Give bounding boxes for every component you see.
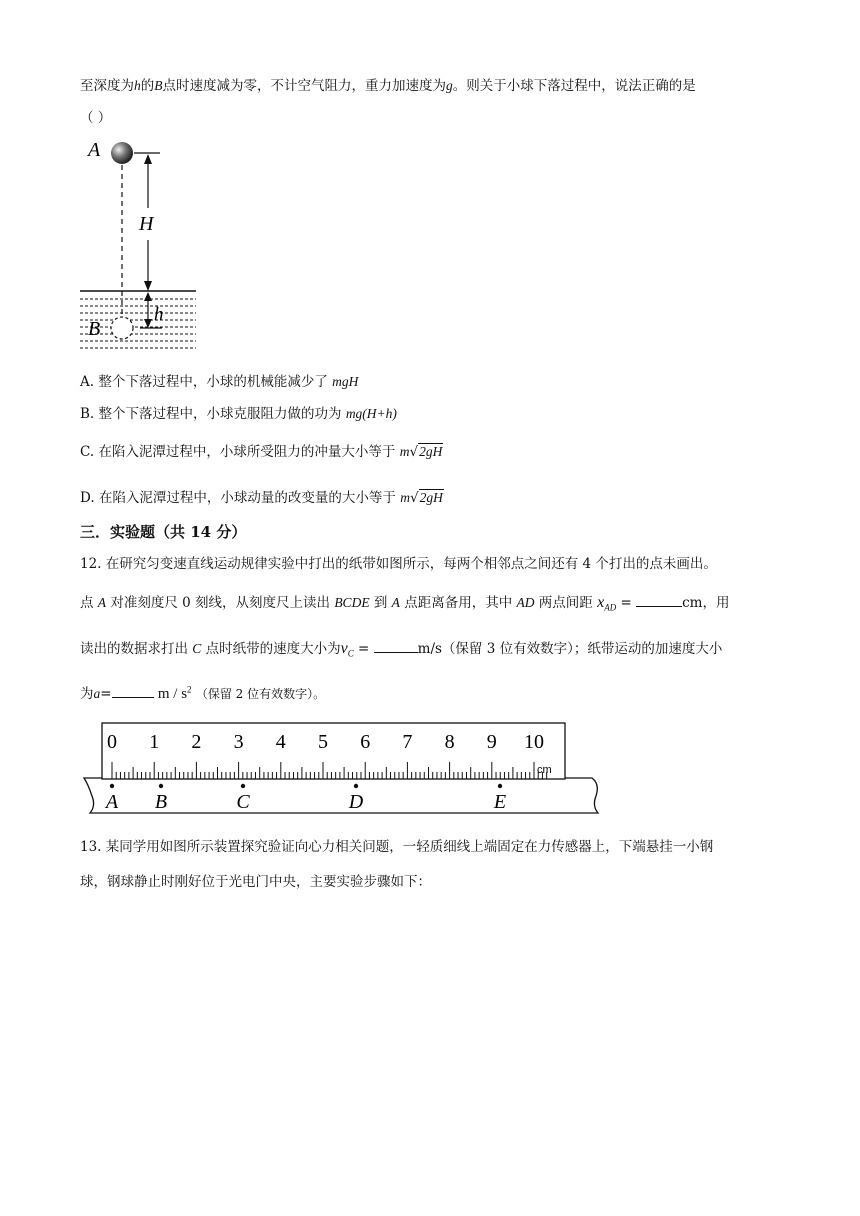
ruler-unit: cm bbox=[537, 764, 552, 776]
q12-line-4: 为$a= m / s^2$ （保留 2 位有效数字）。 bbox=[80, 684, 326, 702]
q12-line-2: 点 A 对准刻度尺 0 刻线，从刻度尺上读出 BCDE 到 A 点距离备用，其中 AD 两点间距 $x_{AD}$ = cm，用 bbox=[80, 594, 730, 613]
ruler-number: 6 bbox=[360, 731, 371, 753]
q11-stem-line: 至深度为h的B点时速度减为零，不计空气阻力，重力加速度为g。则关于小球下落过程中，说法正确的是 bbox=[80, 78, 696, 94]
ruler-number: 9 bbox=[486, 731, 497, 753]
label-H: H bbox=[139, 213, 154, 235]
tape-dot bbox=[110, 784, 114, 788]
blank-xAD[interactable] bbox=[636, 606, 682, 607]
option-D: D. 在陷入泥潭过程中，小球动量的改变量的大小等于 m√2gH bbox=[80, 490, 443, 506]
ruler-number: 7 bbox=[402, 731, 413, 753]
option-A: A. 整个下落过程中，小球的机械能减少了 mgH bbox=[80, 374, 359, 390]
label-A: A bbox=[88, 139, 101, 161]
tape-dot bbox=[498, 784, 502, 788]
ruler-number: 0 bbox=[107, 731, 117, 753]
q12-line-1: 12. 在研究匀变速直线运动规律实验中打出的纸带如图所示，每两个相邻点之间还有 4 个打出的点未画出。 bbox=[80, 556, 717, 572]
ball-at-B bbox=[111, 317, 133, 339]
option-B: B. 整个下落过程中，小球克服阻力做的功为 mg(H+h) bbox=[80, 406, 397, 422]
blank-vC[interactable] bbox=[374, 652, 418, 653]
sqrt-sign: √2gH bbox=[409, 490, 443, 506]
H-arrowhead-down bbox=[144, 281, 152, 291]
tape-dot bbox=[241, 784, 245, 788]
tape-point-label: E bbox=[493, 791, 507, 813]
ruler-number: 2 bbox=[191, 731, 202, 753]
section-heading: 三．实验题（共 14 分） bbox=[80, 523, 247, 541]
ruler-number: 8 bbox=[444, 731, 455, 753]
H-arrowhead-up bbox=[144, 154, 152, 164]
tape-dot bbox=[354, 784, 358, 788]
q11-answer-paren: （ ） bbox=[80, 110, 112, 126]
ruler-number: 4 bbox=[275, 731, 286, 753]
tape-point-label: C bbox=[236, 791, 250, 813]
ball bbox=[111, 142, 133, 164]
label-h: h bbox=[154, 304, 164, 325]
sqrt-sign: √2gH bbox=[409, 444, 443, 460]
q12-line-3: 读出的数据求打出 C 点时纸带的速度大小为$v_C = m/s$（保留 3 位有效数字）；纸带运动的加速度大小 bbox=[80, 640, 723, 659]
ruler-number: 3 bbox=[233, 731, 244, 753]
tape-point-label: B bbox=[154, 791, 168, 813]
q11-figure bbox=[78, 132, 208, 354]
label-B: B bbox=[88, 318, 101, 340]
ruler-number: 1 bbox=[149, 731, 160, 753]
q13-line-2: 球，钢球静止时刚好位于光电门中央，主要实验步骤如下： bbox=[80, 874, 431, 890]
tape-point-label: A bbox=[105, 791, 119, 813]
ruler-figure bbox=[80, 720, 602, 818]
tape-dot bbox=[159, 784, 163, 788]
q13-line-1: 13. 某同学用如图所示装置探究验证向心力相关问题，一轻质细线上端固定在力传感器上，下端悬挂一小钢 bbox=[80, 839, 714, 855]
ruler-number: 5 bbox=[318, 731, 328, 753]
tape-point-label: D bbox=[348, 791, 364, 813]
option-C: C. 在陷入泥潭过程中，小球所受阻力的冲量大小等于 m√2gH bbox=[80, 444, 443, 460]
ruler-number: 10 bbox=[524, 731, 544, 753]
blank-a[interactable] bbox=[112, 697, 154, 698]
